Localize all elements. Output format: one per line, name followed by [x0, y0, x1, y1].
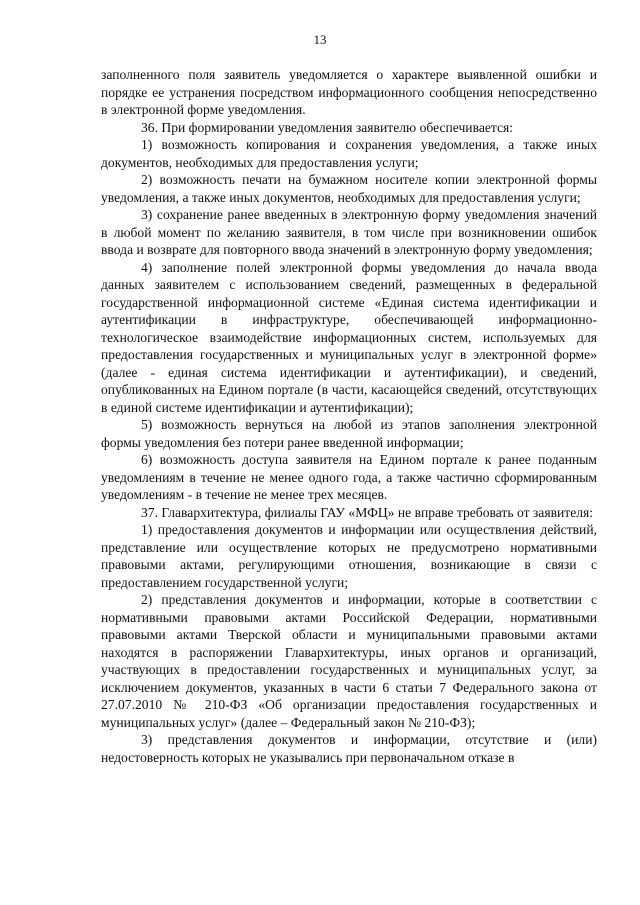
paragraph-continuation: заполненного поля заявитель уведомляется о характере выявленной ошибки и порядке ее устранения посредством информационного сообщения непосредственно в электронной форме уведомления. [101, 67, 597, 117]
paragraph-item-36-5: 5) возможность вернуться на любой из этапов заполнения электронной формы уведомления без потери ранее введенной информации; [101, 417, 597, 450]
document-body [101, 66, 597, 766]
paragraph-item-36-6: 6) возможность доступа заявителя на Едином портале к ранее поданным уведомлениям в течение не менее одного года, а также частично сформированным уведомлениям - в течение не менее трех месяцев. [101, 452, 597, 502]
paragraph-item-37-2: 2) представления документов и информации, которые в соответствии с нормативными правовыми актами Российской Федерации, нормативными правовыми актами Тверской области и муниципальными правовыми актами находятся в распоряжении Главархитектуры, иных органов и организаций, участвующих в предоставлении государственных и муниципальных услуг, за исключением документов, указанных в части 6 статьи 7 Федерального закона от 27.07.2010 № 210-ФЗ «Об организации предоставления государственных и муниципальных услуг» (далее – Федеральный закон № 210-ФЗ); [101, 592, 597, 730]
paragraph-item-36-4: 4) заполнение полей электронной формы уведомления до начала ввода данных заявителем с использованием сведений, размещенных в федеральной государственной информационной системе «Единая система идентификации и аутентификации в инфраструктуре, обеспечивающей информационно-технологическое взаимодействие информационных систем, используемых для предоставления государственных и муниципальных услуг в электронной форме» (далее - единая система идентификации и аутентификации), и сведений, опубликованных на Едином портале (в части, касающейся сведений, отсутствующих в единой системе идентификации и аутентификации); [101, 259, 597, 415]
paragraph-item-36-3: 3) сохранение ранее введенных в электронную форму уведомления значений в любой момент по желанию заявителя, в том числе при возникновении ошибок ввода и возврате для повторного ввода значений в электронную форму уведомления; [101, 207, 597, 257]
paragraph-item-37-3: 3) представления документов и информации, отсутствие и (или) недостоверность которых не указывались при первоначальном отказе в [101, 732, 597, 765]
paragraph-item-36-1: 1) возможность копирования и сохранения уведомления, а также иных документов, необходимых для предоставления услуги; [101, 137, 597, 170]
paragraph-item-37-1: 1) предоставления документов и информации или осуществления действий, представление или осуществление которых не предусмотрено нормативными правовыми актами, регулирующими отношения, возникающие в связи с предоставлением государственной услуги; [101, 522, 597, 590]
page-number: 13 [313, 32, 327, 47]
paragraph-item-36-2: 2) возможность печати на бумажном носителе копии электронной формы уведомления, а также иных документов, необходимых для предоставления услуги; [101, 172, 597, 205]
paragraph-clause-36: 36. При формировании уведомления заявителю обеспечивается: [141, 119, 514, 135]
paragraph-clause-37: 37. Главархитектура, филиалы ГАУ «МФЦ» не вправе требовать от заявителя: [141, 504, 594, 520]
